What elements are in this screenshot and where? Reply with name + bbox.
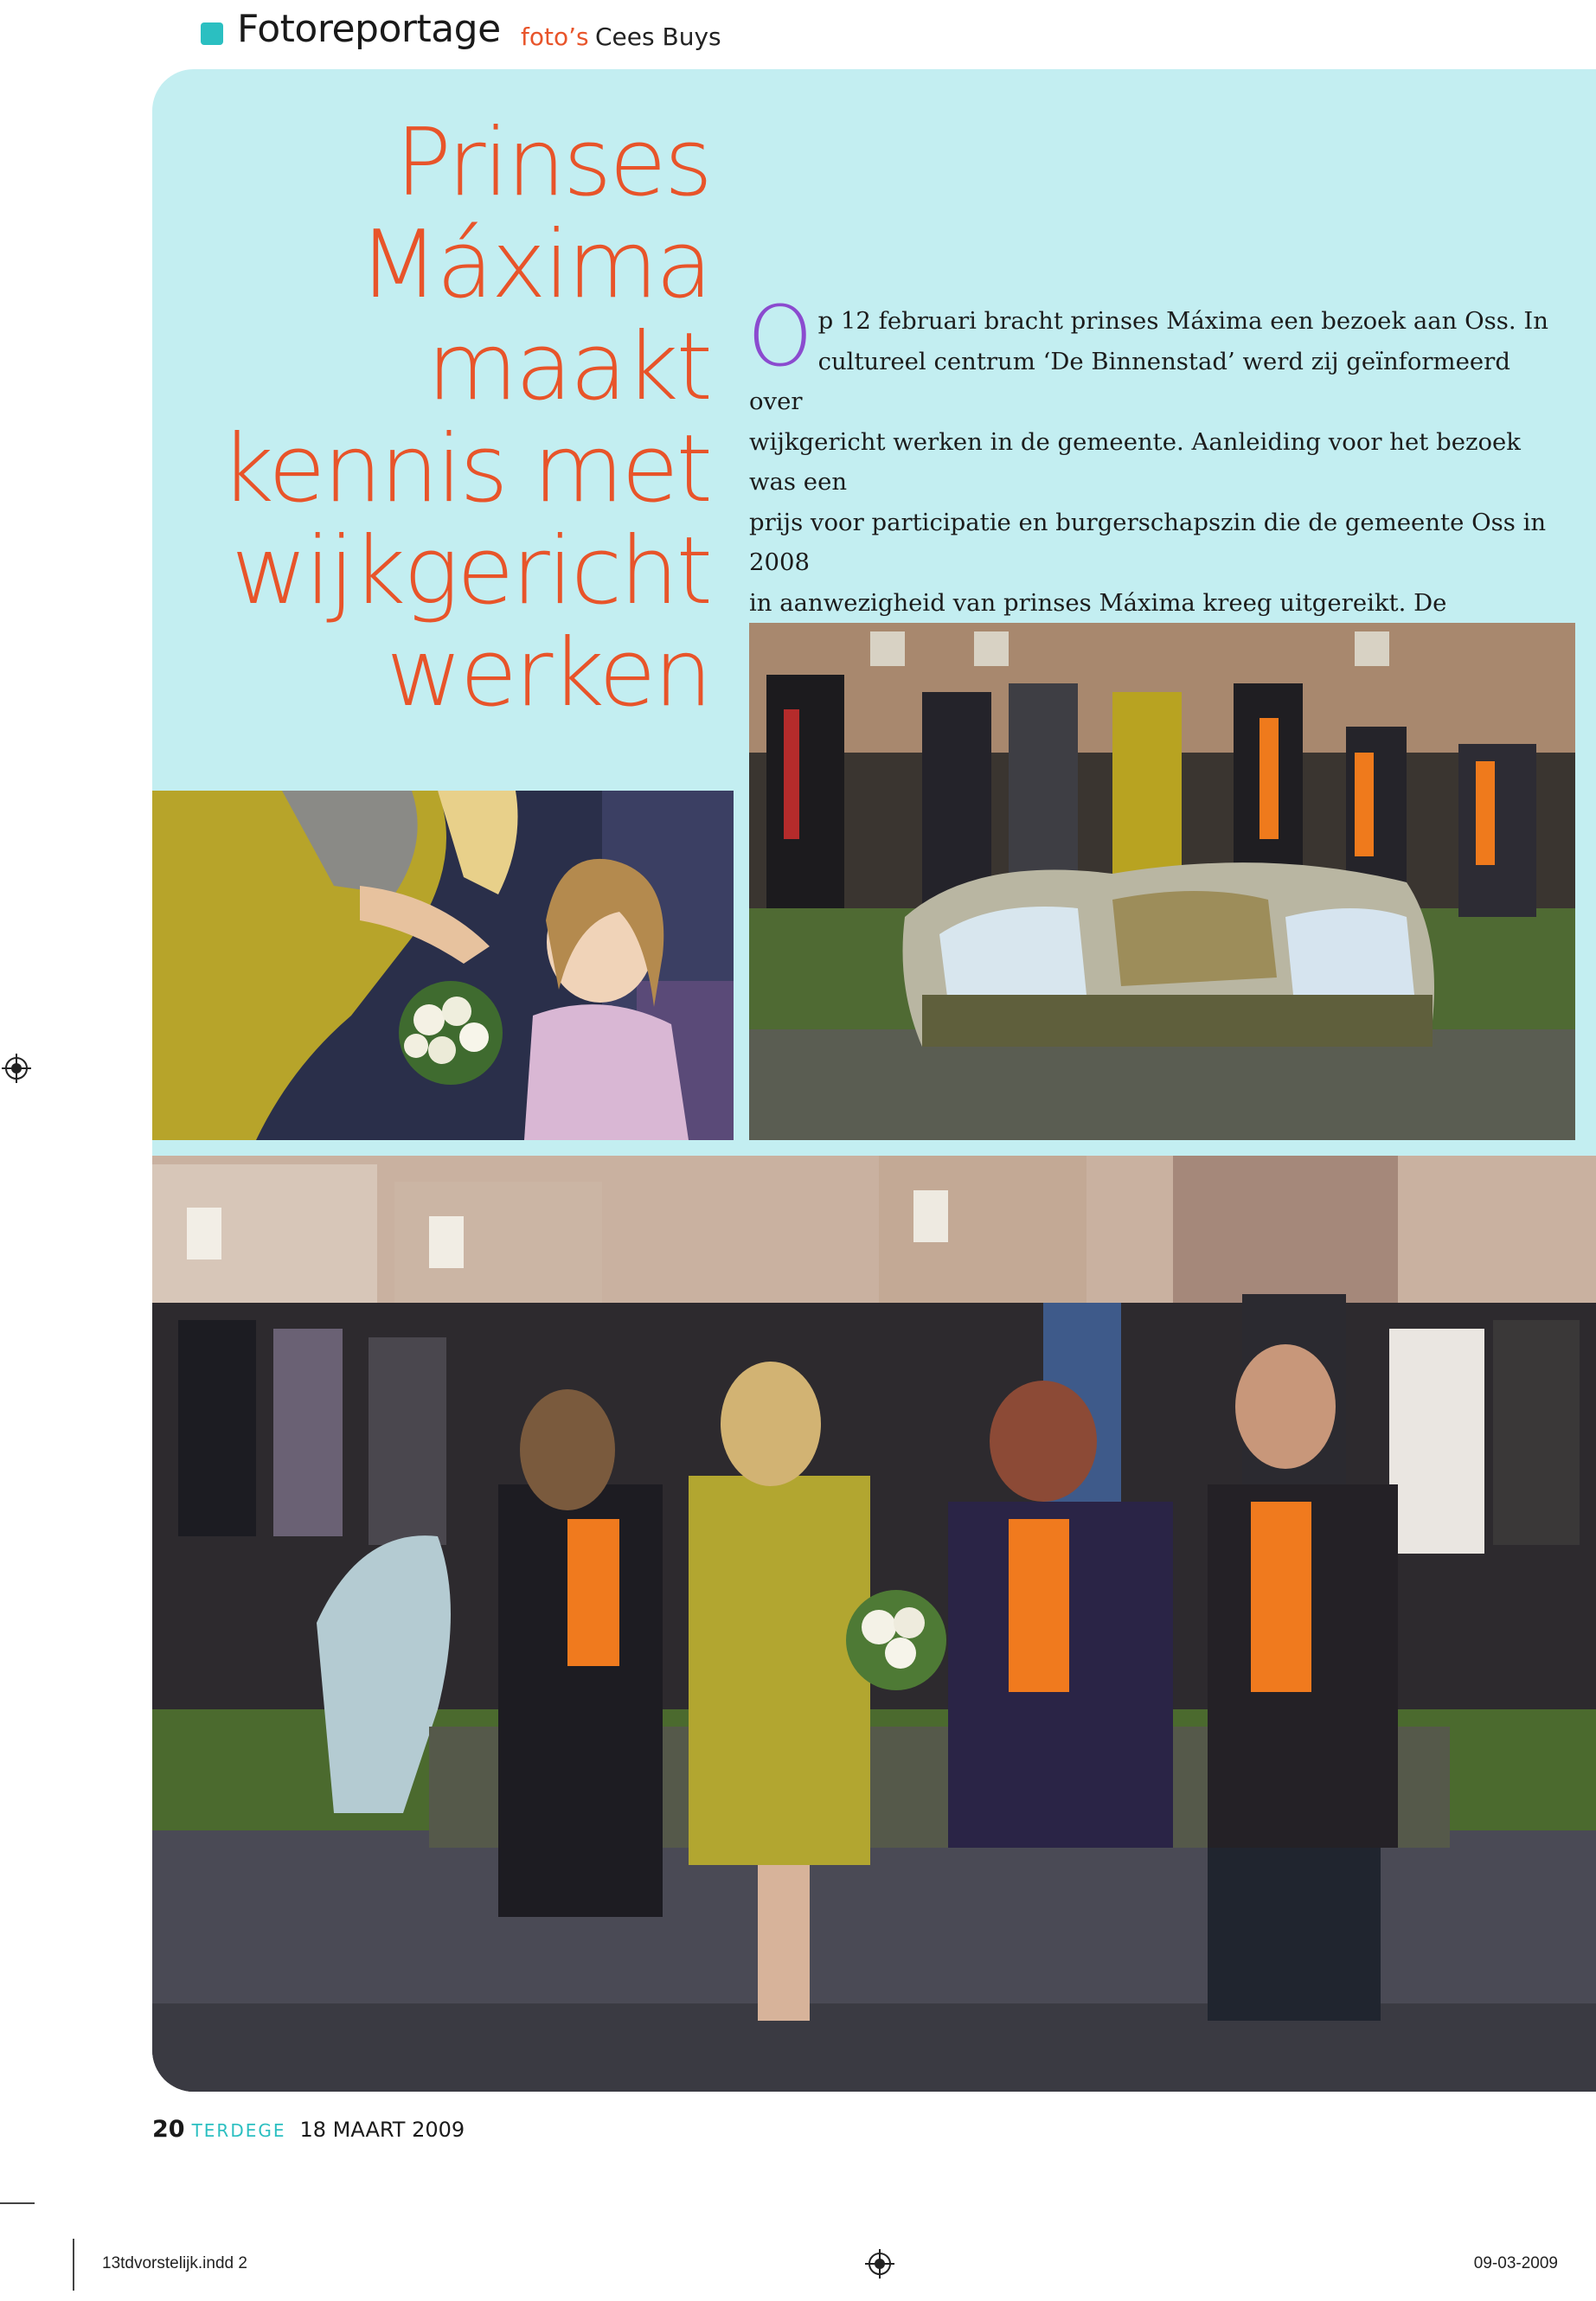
photo-princess-on-bench [152,1156,1596,2092]
headline-line: maakt [426,313,710,421]
headline-line: Prinses [394,109,710,217]
page-number: 20 [152,2116,185,2143]
slug-date: 09-03-2009 [1473,2254,1558,2272]
slug-filename: 13tdvorstelijk.indd 2 [102,2254,247,2272]
section-title: Fotoreportage [237,7,501,51]
headline-line: werken [386,619,710,727]
registration-mark-bottom [865,2249,894,2279]
magazine-name: TERDEGE [191,2120,286,2141]
intro-line: p 12 februari bracht prinses Máxima een bezoek aan Oss. In [817,307,1548,335]
intro-line: cultureel centrum ‘De Binnenstad’ werd zij geïnformeerd over [749,347,1510,415]
headline-line: wijkgericht [231,517,710,625]
intro-line: wijkgericht werken in de gemeente. Aanleiding voor het bezoek was een [749,427,1521,496]
page-folio [152,2116,465,2143]
section-marker-icon [201,22,223,45]
intro-line: prijs voor participatie en burgerschapszin die de gemeente Oss in 2008 [749,508,1547,576]
headline-line: Máxima [358,211,710,319]
headline [152,109,710,727]
crop-mark-vertical [73,2239,74,2291]
photo-princess-with-girl [152,791,734,1140]
intro-line: in aanwezigheid van prinses Máxima kreeg uitgereikt. De [749,588,1447,617]
issue-date: 18 MAART 2009 [299,2118,465,2142]
drop-cap: O [747,288,813,385]
headline-line: kennis met [220,415,710,523]
photo-credit-name: Cees Buys [595,22,721,51]
registration-mark-left [2,1054,31,1083]
photo-mosaic-bench-officials [749,623,1575,1140]
crop-mark-bottom-left [0,2202,35,2204]
photo-credit-label: foto’s [521,22,589,51]
article-panel [152,69,1596,2092]
